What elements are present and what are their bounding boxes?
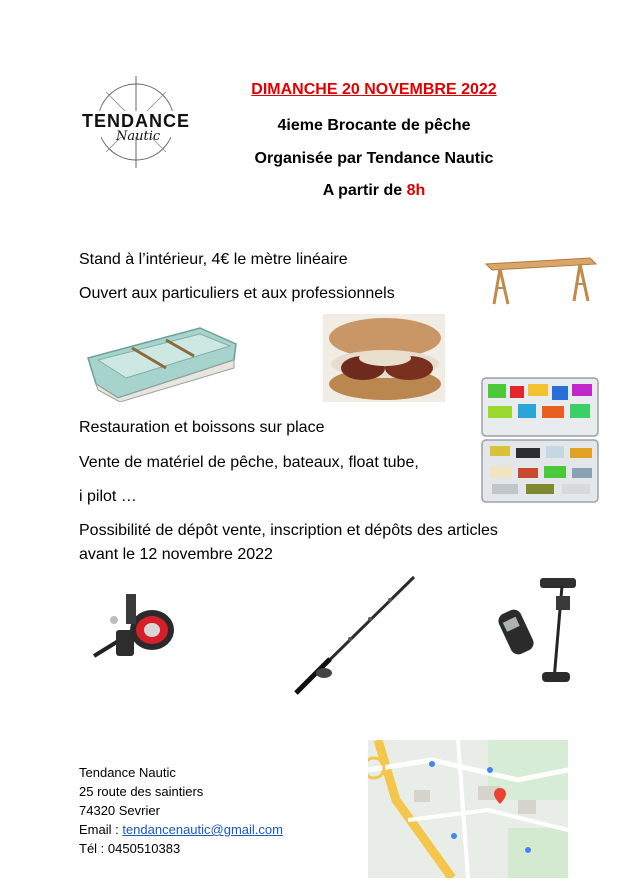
event-start [224, 182, 524, 200]
event-start-prefix: A partir de [322, 182, 407, 199]
event-start-time: 8h [406, 182, 426, 199]
contact-name: Tendance Nautic [79, 765, 176, 780]
tackle-box-image [478, 376, 602, 506]
stand-info: Stand à l’intérieur, 4€ le mètre linéaire [79, 251, 348, 268]
event-date: DIMANCHE 20 NOVEMBRE 2022 [251, 81, 497, 98]
contact-phone: Tél : 0450510383 [79, 841, 181, 856]
deposit-info-1: Possibilité de dépôt vente, inscription et dépôts des articles [79, 522, 498, 539]
fishing-reel-image [86, 590, 186, 670]
fishing-rod-image [290, 573, 420, 699]
contact-email-label: Email : [79, 822, 123, 837]
contact-block [79, 763, 283, 858]
logo-brand: TENDANCE [81, 111, 190, 131]
sale-info-2: i pilot … [79, 488, 137, 505]
sale-info-1: Vente de matériel de pêche, bateaux, float tube, [79, 454, 419, 471]
event-title: 4ieme Brocante de pêche [277, 117, 471, 134]
contact-street: 25 route des saintiers [79, 784, 204, 799]
food-info: Restauration et boissons sur place [79, 419, 325, 436]
event-organizer: Organisée par Tendance Nautic [254, 150, 494, 167]
contact-email-row [79, 820, 283, 839]
location-map[interactable] [368, 740, 568, 878]
table-image [482, 256, 598, 308]
open-info: Ouvert aux particuliers et aux professionnels [79, 285, 395, 302]
logo-sub: Nautic [116, 129, 161, 144]
contact-email-link[interactable]: tendancenautic@gmail.com [122, 822, 283, 837]
ipilot-image [498, 576, 586, 692]
boat-image [84, 320, 240, 402]
logo [78, 74, 198, 174]
deposit-info-2: avant le 12 novembre 2022 [79, 546, 273, 563]
contact-city: 74320 Sevrier [79, 803, 160, 818]
sandwich-image [323, 314, 445, 402]
